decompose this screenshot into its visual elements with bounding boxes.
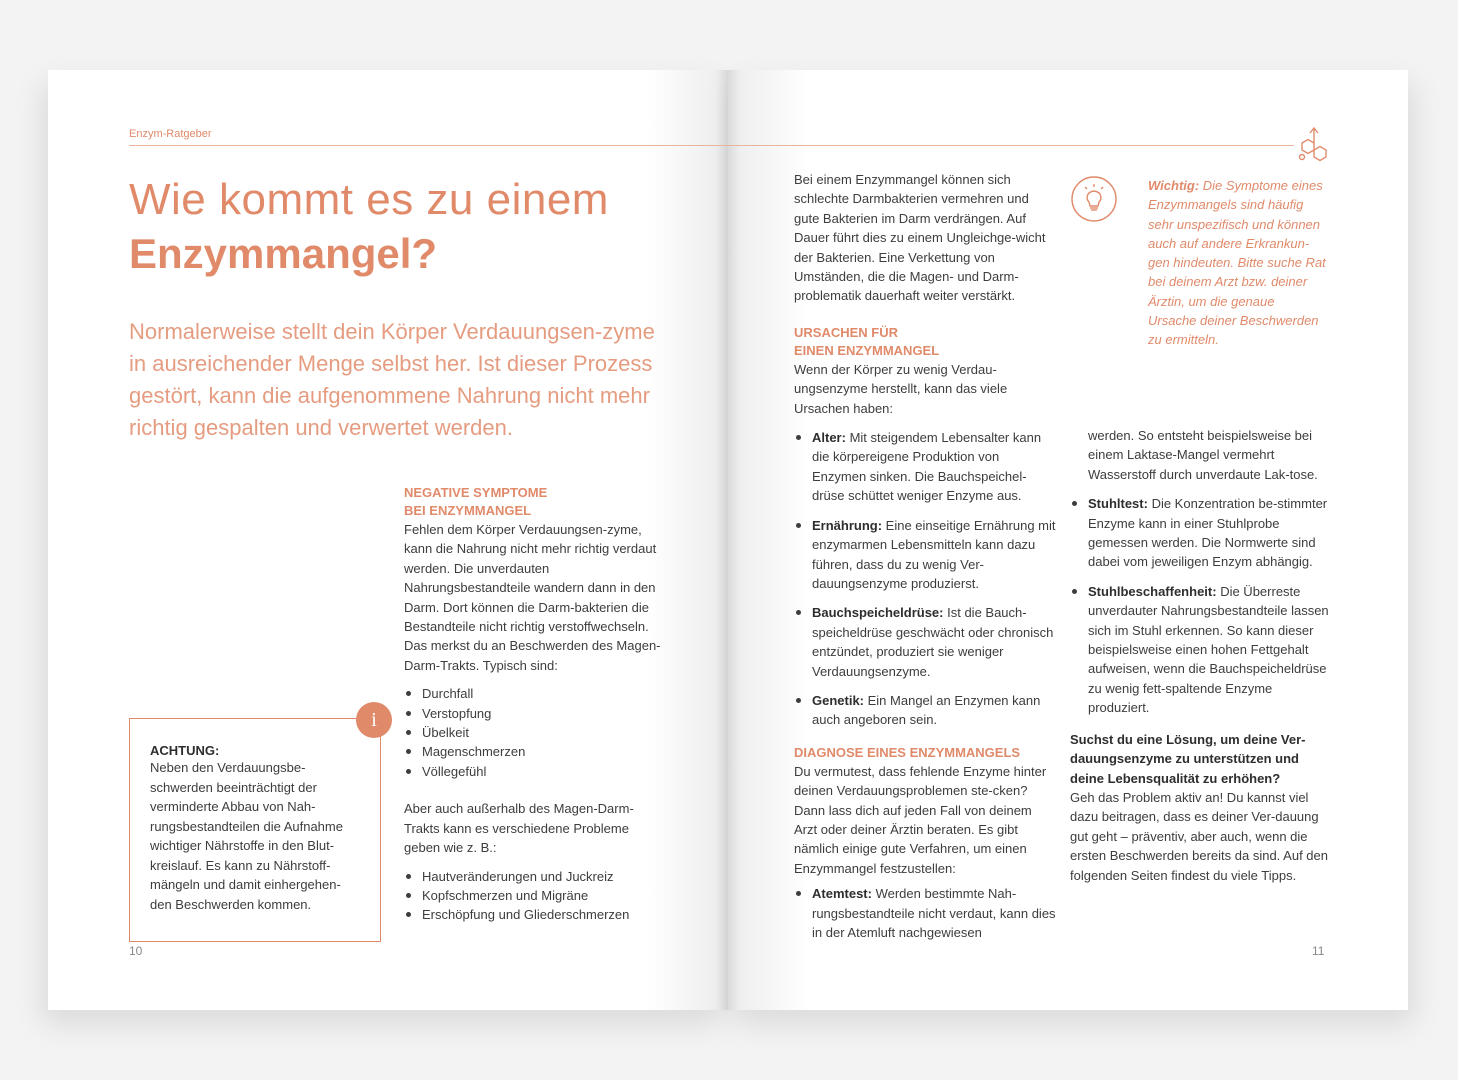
right-intro: Bei einem Enzymmangel können sich schlechte Darmbakterien vermehren und gute Bakterien im Darm verdrängen. Auf Dauer führt dies zu einem Ungleichge-wicht der Bakterien. Eine Verkettung von Umständen, die die Magen- und Darm-problematik dauerhaft weiter verstärkt. bbox=[794, 172, 1046, 304]
list-item: Stuhltest: Die Konzentration be-stimmter Enzyme kann in einer Stuhlprobe gemessen werden. Die Normwerte sind dabei vom jeweiligen Enzym abhängig. bbox=[1070, 494, 1332, 572]
list-item: Alter: Mit steigendem Lebensalter kann die körpereigene Produktion von Enzymen sinken. Die Bauchspeichel-drüse schüttet weniger Enzyme aus. bbox=[794, 428, 1056, 506]
list-item: Stuhlbeschaffenheit: Die Überreste unverdauter Nahrungsbestandteile lassen sich im Stuhl erkennen. So kann dieser beispielsweise einen hohen Fettgehalt aufweisen, wenn die Bauchspeicheldrüse zu wenig fett-spaltende Enzyme produziert. bbox=[1070, 582, 1332, 718]
list-item: Bauchspeicheldrüse: Ist die Bauch-speicheldrüse geschwächt oder chronisch entzündet, produziert sie weniger Verdauungsenzyme. bbox=[794, 603, 1056, 681]
list-item: Erschöpfung und Gliederschmerzen bbox=[404, 905, 664, 924]
right-column-2 bbox=[1070, 426, 1332, 885]
cta-heading: Suchst du eine Lösung, um deine Ver-dauungsenzyme zu unterstützen und deine Lebensqualität zu erhöhen? bbox=[1070, 731, 1306, 786]
achtung-box bbox=[129, 718, 381, 942]
right-column-1 bbox=[794, 170, 1056, 942]
page-title-bold: Enzymmangel? bbox=[129, 230, 438, 277]
symptoms-intro: Fehlen dem Körper Verdauungsen-zyme, kann die Nahrung nicht mehr richtig verdaut werden. Die unverdauten Nahrungsbestandteile wandern dann in den Darm. Dort können die Darm-bakterien die Bestandteile nicht richtig verstoffwechseln. Das merkst du an Beschwerden des Magen-Darm-Trakts. Typisch sind: bbox=[404, 522, 661, 673]
symptoms-title-1: NEGATIVE SYMPTOME bbox=[404, 485, 548, 500]
list-item: Magenschmerzen bbox=[404, 742, 664, 761]
atemtest-continued: werden. So entsteht beispielsweise bei einem Laktase-Mangel vermehrt Wasserstoff durch unverdaute Lak-tose. bbox=[1088, 428, 1318, 482]
list-item: Durchfall bbox=[404, 684, 664, 703]
list-item: Verstopfung bbox=[404, 704, 664, 723]
header-rule bbox=[129, 145, 1294, 146]
diagnose-list-2 bbox=[1070, 494, 1332, 717]
wichtig-note: Wichtig: Die Symptome eines Enzymmangels sind häufig sehr unspezifisch und können auch auf andere Erkrankun-gen hindeuten. Bitte suche Rat bei deinem Arzt bzw. deiner Ärztin, um die genaue Ursache deiner Beschwerden zu ermitteln. bbox=[1148, 178, 1326, 348]
info-icon: i bbox=[356, 702, 392, 738]
lead-paragraph: Normalerweise stellt dein Körper Verdauungsen-zyme in ausreichender Menge selbst her. Ist dieser Prozess gestört, kann die aufgenommene Nahrung nicht mehr richtig gespalten und verwertet werden. bbox=[129, 319, 655, 440]
symptoms-list-2 bbox=[404, 867, 664, 925]
achtung-body: Neben den Verdauungsbe-schwerden beeinträchtigt der verminderte Abbau von Nah-rungsbestandteilen die Aufnahme wichtiger Nährstoffe in den Blut-kreislauf. Es kann zu Nährstoff-mängeln und damit einhergehen-den Beschwerden kommen. bbox=[150, 760, 343, 912]
ursachen-title-1: URSACHEN FÜR bbox=[794, 324, 898, 340]
page-title-light: Wie kommt es zu einem bbox=[129, 175, 609, 224]
list-item: Völlegefühl bbox=[404, 762, 664, 781]
ursachen-list bbox=[794, 428, 1056, 730]
list-item: Genetik: Ein Mangel an Enzymen kann auch angeboren sein. bbox=[794, 691, 1056, 730]
ursachen-intro: Wenn der Körper zu wenig Verdau-ungsenzyme herstellt, kann das viele Ursachen haben: bbox=[794, 361, 1008, 416]
page-number-right: 11 bbox=[1312, 944, 1325, 958]
diagnose-intro: Du vermutest, dass fehlende Enzyme hinter deinen Verdauungsproblemen ste-cken? Dann lass dich auf jeden Fall von deinem Arzt oder deiner Ärztin beraten. Es gibt nämlich einige gute Verfahren, um einen Enzymmangel festzustellen: bbox=[794, 763, 1047, 876]
diagnose-list bbox=[794, 884, 1056, 942]
list-item: Kopfschmerzen und Migräne bbox=[404, 886, 664, 905]
page-number-left: 10 bbox=[129, 944, 143, 958]
book-spine bbox=[716, 70, 740, 1010]
diagnose-title: DIAGNOSE EINES ENZYMMANGELS bbox=[794, 744, 1021, 760]
symptoms-title-2: BEI ENZYMMANGEL bbox=[404, 503, 532, 518]
list-item: Hautveränderungen und Juckreiz bbox=[404, 867, 664, 886]
list-item: Atemtest: Werden bestimmte Nah-rungsbestandteile nicht verdaut, kann dies in der Atemluft nachgewiesen bbox=[794, 884, 1056, 942]
list-item: Übelkeit bbox=[404, 723, 664, 742]
ursachen-title-2: EINEN ENZYMMANGEL bbox=[794, 342, 940, 358]
symptoms-mid: Aber auch außerhalb des Magen-Darm-Trakts kann es verschiedene Probleme geben wie z. B.: bbox=[404, 801, 634, 856]
list-item: Ernährung: Eine einseitige Ernährung mit enzymarmen Lebensmitteln kann dazu führen, dass du zu wenig Ver-dauungsenzyme produzierst. bbox=[794, 516, 1056, 594]
header-label: Enzym-Ratgeber bbox=[129, 128, 212, 140]
molecule-icon bbox=[1294, 125, 1334, 165]
cta-body: Geh das Problem aktiv an! Du kannst viel dazu beitragen, dass es deiner Ver-dauung gut geht – präventiv, aber auch, wenn die ersten Beschwerden bereits da sind. Auf den folgenden Seiten findest du viele Tipps. bbox=[1070, 789, 1328, 883]
symptoms-list bbox=[404, 684, 664, 781]
lightbulb-icon bbox=[1070, 175, 1118, 223]
achtung-head: ACHTUNG: bbox=[150, 743, 220, 758]
symptoms-section bbox=[404, 484, 664, 925]
